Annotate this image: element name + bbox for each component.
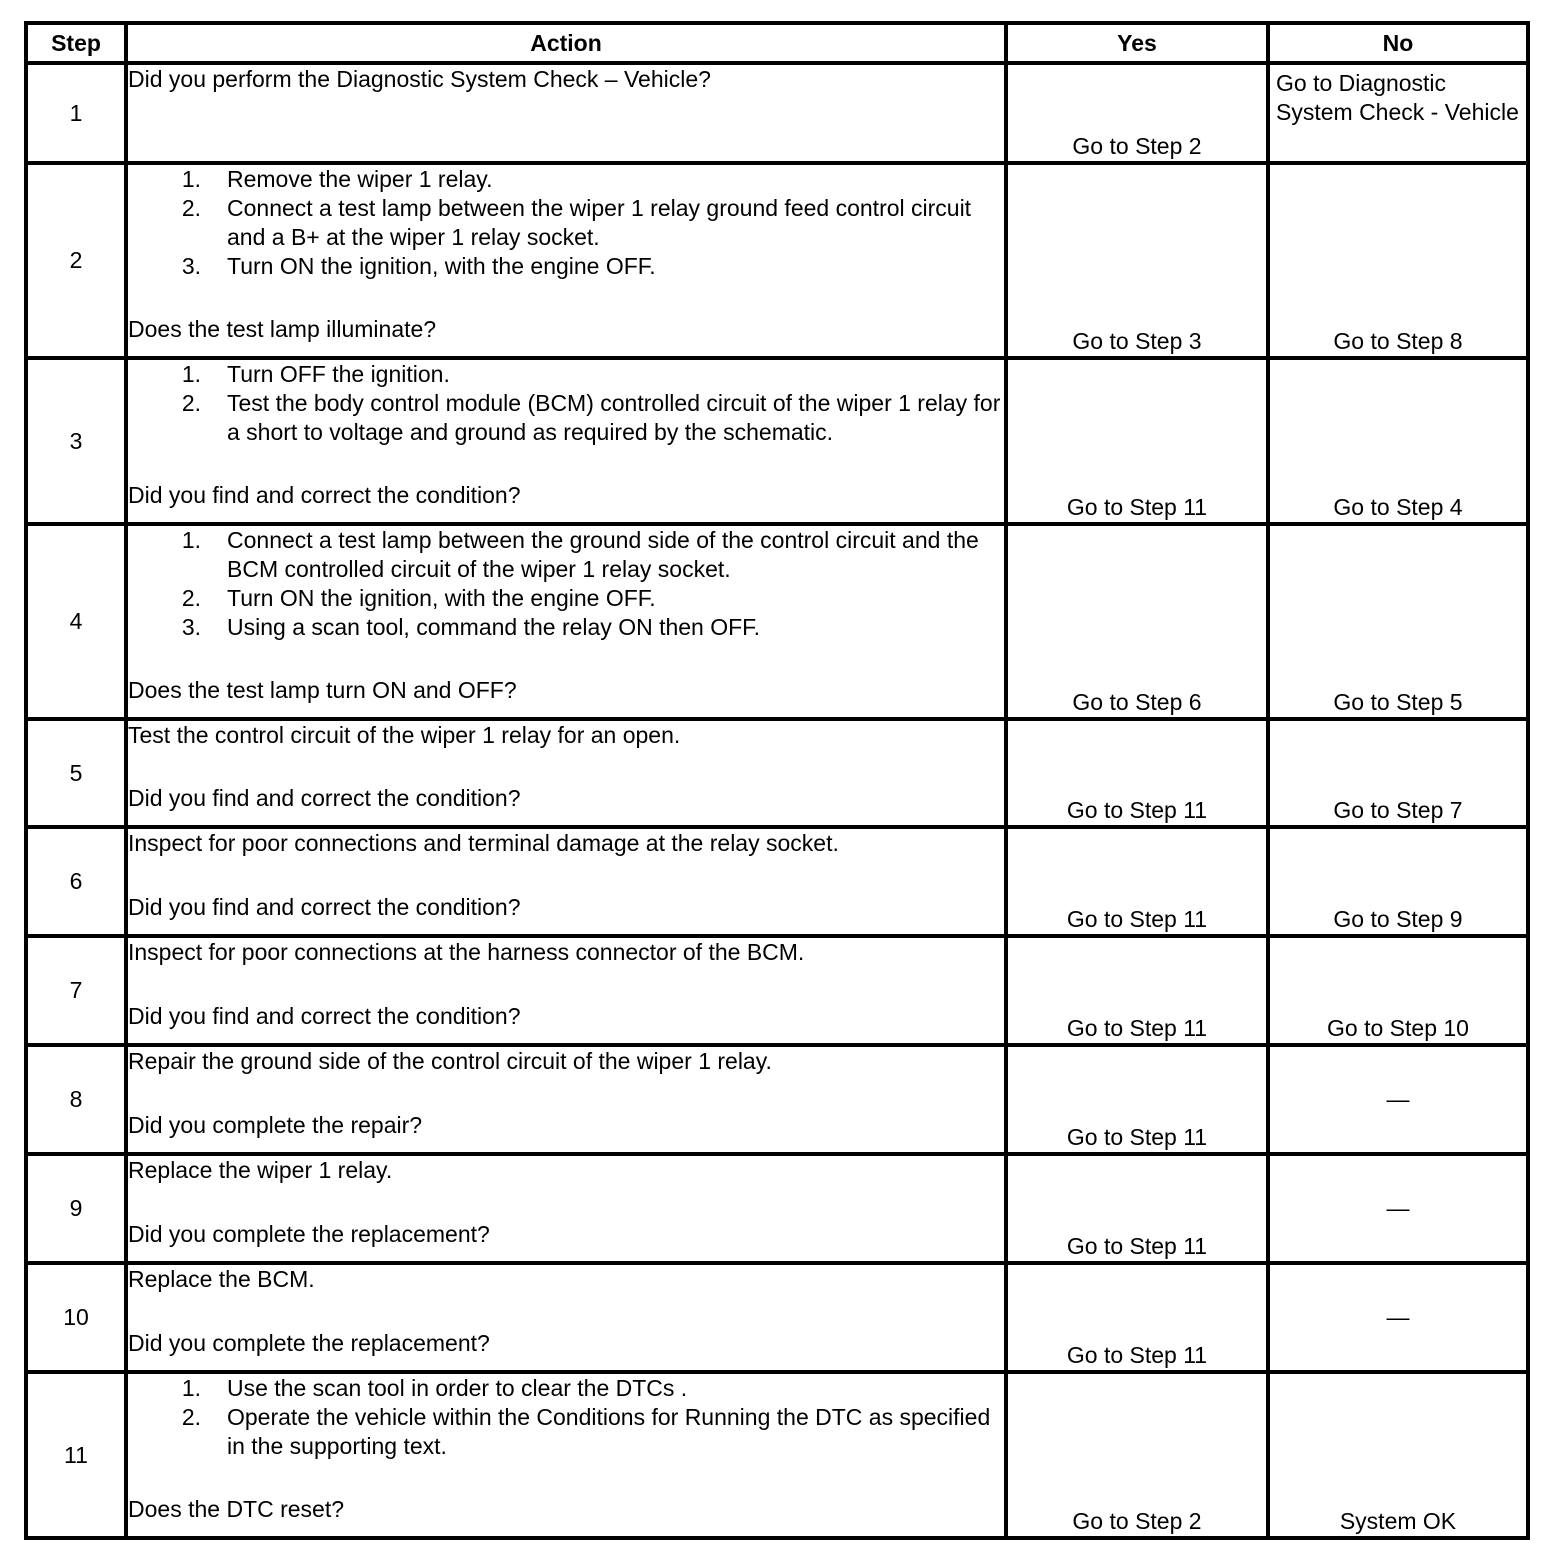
yes-cell: Go to Step 2 — [1006, 1372, 1268, 1538]
no-cell: — — [1268, 1263, 1528, 1372]
step-number: 1 — [26, 63, 126, 163]
step-number: 5 — [26, 719, 126, 827]
action-question: Did you find and correct the condition? — [128, 1003, 521, 1029]
no-cell: Go to Step 7 — [1268, 719, 1528, 827]
table-row — [26, 163, 1528, 358]
action-step: 2. Operate the vehicle within the Conditions for Running the DTC as specified in the supporting text. — [181, 1404, 991, 1459]
action-cell — [126, 63, 1006, 163]
step-number: 8 — [26, 1045, 126, 1154]
yes-cell: Go to Step 2 — [1006, 63, 1268, 163]
action-intro: Inspect for poor connections at the harness connector of the BCM. — [128, 939, 805, 965]
action-question: Does the test lamp illuminate? — [128, 316, 437, 342]
step-number: 4 — [26, 524, 126, 719]
action-intro: Test the control circuit of the wiper 1 relay for an open. — [128, 722, 681, 748]
action-cell — [126, 827, 1006, 936]
action-step: 3. Using a scan tool, command the relay ON then OFF. — [181, 614, 761, 640]
action-cell — [126, 1263, 1006, 1372]
table-row — [26, 358, 1528, 524]
header-step: Step — [26, 23, 126, 63]
yes-cell: Go to Step 11 — [1006, 827, 1268, 936]
action-intro: Replace the wiper 1 relay. — [128, 1157, 393, 1183]
action-intro: Repair the ground side of the control circuit of the wiper 1 relay. — [128, 1048, 772, 1074]
diagnostic-table — [24, 21, 1530, 1540]
no-cell: Go to Step 8 — [1268, 163, 1528, 358]
step-number: 9 — [26, 1154, 126, 1263]
table-row — [26, 1263, 1528, 1372]
yes-cell: Go to Step 11 — [1006, 1045, 1268, 1154]
action-question: Did you complete the replacement? — [128, 1221, 490, 1247]
yes-cell: Go to Step 3 — [1006, 163, 1268, 358]
table-row — [26, 63, 1528, 163]
action-steps — [128, 165, 1004, 281]
header-yes: Yes — [1006, 23, 1268, 63]
step-number: 7 — [26, 936, 126, 1045]
header-action: Action — [126, 23, 1006, 63]
step-number: 10 — [26, 1263, 126, 1372]
action-steps — [128, 1374, 1004, 1461]
action-question: Did you complete the replacement? — [128, 1330, 490, 1356]
action-cell — [126, 719, 1006, 827]
no-cell: Go to Step 5 — [1268, 524, 1528, 719]
table-row — [26, 1154, 1528, 1263]
action-step: 3. Turn ON the ignition, with the engine OFF. — [181, 253, 656, 279]
action-step: 2. Turn ON the ignition, with the engine OFF. — [181, 585, 656, 611]
action-step: 1. Remove the wiper 1 relay. — [181, 166, 493, 192]
action-step: 2. Test the body control module (BCM) controlled circuit of the wiper 1 relay for a short to voltage and ground as required by the schematic. — [181, 390, 1001, 445]
action-cell — [126, 1154, 1006, 1263]
step-number: 3 — [26, 358, 126, 524]
header-row — [26, 23, 1528, 63]
action-question: Did you find and correct the condition? — [128, 482, 521, 508]
yes-cell: Go to Step 11 — [1006, 936, 1268, 1045]
action-intro: Inspect for poor connections and terminal damage at the relay socket. — [128, 830, 839, 856]
yes-cell: Go to Step 11 — [1006, 719, 1268, 827]
no-cell: — — [1268, 1045, 1528, 1154]
yes-cell: Go to Step 11 — [1006, 358, 1268, 524]
action-cell — [126, 524, 1006, 719]
table-row — [26, 936, 1528, 1045]
action-intro: Replace the BCM. — [128, 1266, 315, 1292]
step-number: 2 — [26, 163, 126, 358]
action-step: 1. Turn OFF the ignition. — [181, 361, 450, 387]
action-steps — [128, 360, 1004, 447]
action-intro: Did you perform the Diagnostic System Check – Vehicle? — [128, 66, 711, 92]
action-question: Did you find and correct the condition? — [128, 785, 521, 811]
action-question: Did you complete the repair? — [128, 1112, 423, 1138]
action-cell — [126, 358, 1006, 524]
table-row — [26, 1372, 1528, 1538]
action-steps — [128, 526, 1004, 642]
action-cell — [126, 1045, 1006, 1154]
no-cell: — — [1268, 1154, 1528, 1263]
no-cell: Go to Step 10 — [1268, 936, 1528, 1045]
no-cell: Go to Step 4 — [1268, 358, 1528, 524]
no-cell: Go to Step 9 — [1268, 827, 1528, 936]
action-step: 1. Connect a test lamp between the ground side of the control circuit and the BCM controlled circuit of the wiper 1 relay socket. — [181, 527, 979, 582]
no-cell: Go to Diagnostic System Check - Vehicle — [1268, 63, 1528, 163]
action-step: 1. Use the scan tool in order to clear the DTCs . — [181, 1375, 688, 1401]
no-cell: System OK — [1268, 1372, 1528, 1538]
action-cell — [126, 936, 1006, 1045]
table-row — [26, 1045, 1528, 1154]
action-question: Does the DTC reset? — [128, 1496, 345, 1522]
yes-cell: Go to Step 6 — [1006, 524, 1268, 719]
action-cell — [126, 163, 1006, 358]
action-step: 2. Connect a test lamp between the wiper 1 relay ground feed control circuit and a B+ at the wiper 1 relay socket. — [181, 195, 972, 250]
table-row — [26, 827, 1528, 936]
step-number: 11 — [26, 1372, 126, 1538]
action-question: Did you find and correct the condition? — [128, 894, 521, 920]
header-no: No — [1268, 23, 1528, 63]
action-cell — [126, 1372, 1006, 1538]
table-row — [26, 524, 1528, 719]
yes-cell: Go to Step 11 — [1006, 1154, 1268, 1263]
step-number: 6 — [26, 827, 126, 936]
table-row — [26, 719, 1528, 827]
action-question: Does the test lamp turn ON and OFF? — [128, 677, 517, 703]
yes-cell: Go to Step 11 — [1006, 1263, 1268, 1372]
